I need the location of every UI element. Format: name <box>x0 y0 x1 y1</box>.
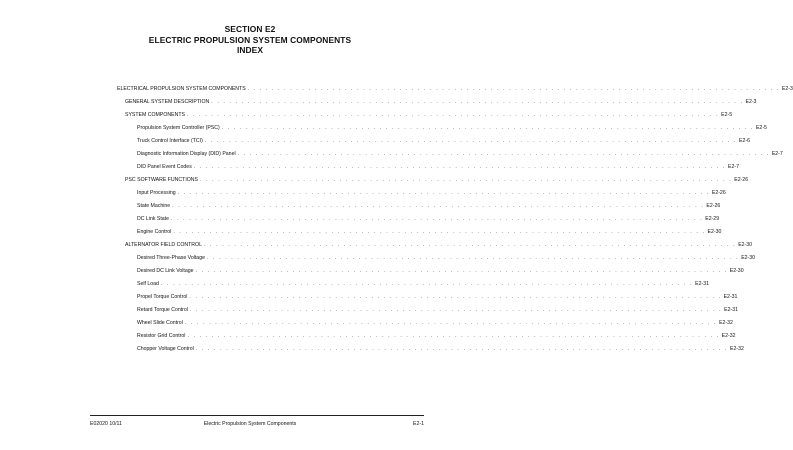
toc-entry-page: E2-32 <box>721 333 736 339</box>
toc-entry[interactable] <box>137 203 721 210</box>
toc-dot-leader: . . . . . . . . . . . . . . . . . . . . . . . . . . . . . . . . . . . . . . . . . . . . . . . . . . . . . . . . . . . . . . . . . . . . . . . . . . . . . . . . . . . . . . . . <box>189 294 722 300</box>
toc-entry-page: E2-30 <box>738 242 753 248</box>
toc-entry-title: Retard Torque Control <box>137 307 188 313</box>
toc-entry[interactable] <box>137 281 709 288</box>
toc-entry-title: Desired Three-Phase Voltage <box>137 255 205 261</box>
toc-entry-title: GENERAL SYSTEM DESCRIPTION <box>125 99 210 105</box>
footer-doc-code: E02020 10/11 <box>90 421 122 427</box>
toc-entry[interactable] <box>137 164 739 171</box>
toc-entry[interactable] <box>125 177 749 184</box>
toc-dot-leader: . . . . . . . . . . . . . . . . . . . . . . . . . . . . . . . . . . . . . . . . . . . . . . . . . . . . . . . . . . . . . . . . . . . . . . . . . . . . . . . . . . . . . . . . <box>206 255 740 261</box>
toc-entry-title: ELECTRICAL PROPULSION SYSTEM COMPONENTS <box>117 86 246 92</box>
toc-entry[interactable] <box>125 112 733 119</box>
toc-entry-title: Wheel Slide Control <box>137 320 183 326</box>
toc-entry[interactable] <box>125 242 753 249</box>
toc-entry-page: E2-7 <box>728 164 739 170</box>
toc-entry-page: E2-31 <box>724 307 739 313</box>
toc-entry-title: Truck Control Interface (TCI) <box>137 138 203 144</box>
toc-entry[interactable] <box>137 307 739 314</box>
toc-entry-title: Chopper Voltage Control <box>137 346 194 352</box>
toc-entry[interactable] <box>137 216 720 223</box>
toc-dot-leader: . . . . . . . . . . . . . . . . . . . . . . . . . . . . . . . . . . . . . . . . . . . . . . . . . . . . . . . . . . . . . . . . . . . . . . . . . . . . . . . . . . . . . . . . <box>211 99 744 105</box>
toc-dot-leader: . . . . . . . . . . . . . . . . . . . . . . . . . . . . . . . . . . . . . . . . . . . . . . . . . . . . . . . . . . . . . . . . . . . . . . . . . . . . . . . . . . . . . . . . <box>221 125 754 131</box>
toc-entry[interactable] <box>137 138 751 145</box>
toc-dot-leader: . . . . . . . . . . . . . . . . . . . . . . . . . . . . . . . . . . . . . . . . . . . . . . . . . . . . . . . . . . . . . . . . . . . . . . . . . . . . . . . . . . . . . . . . <box>247 86 780 92</box>
toc-entry[interactable] <box>125 99 757 106</box>
toc-dot-leader: . . . . . . . . . . . . . . . . . . . . . . . . . . . . . . . . . . . . . . . . . . . . . . . . . . . . . . . . . . . . . . . . . . . . . . . . . . . . . . . . . . . . . . . . <box>189 307 723 313</box>
toc-entry[interactable] <box>137 190 726 197</box>
section-title: ELECTRIC PROPULSION SYSTEM COMPONENTS <box>148 34 352 45</box>
toc-dot-leader: . . . . . . . . . . . . . . . . . . . . . . . . . . . . . . . . . . . . . . . . . . . . . . . . . . . . . . . . . . . . . . . . . . . . . . . . . . . . . . . . . . . . . . . . <box>237 151 770 157</box>
toc-entry-title: SYSTEM COMPONENTS <box>125 112 185 118</box>
index-label: INDEX <box>236 45 264 55</box>
toc-entry[interactable] <box>137 255 756 262</box>
toc-entry-page: E2-3 <box>745 99 757 105</box>
toc-dot-leader: . . . . . . . . . . . . . . . . . . . . . . . . . . . . . . . . . . . . . . . . . . . . . . . . . . . . . . . . . . . . . . . . . . . . . . . . . . . . . . . . . . . . . . . . <box>193 164 727 170</box>
toc-entry-title: Desired DC Link Voltage <box>137 268 194 274</box>
toc-entry-title: Propel Torque Control <box>137 294 188 300</box>
index-header <box>0 24 500 56</box>
toc-entry-title: Self Load <box>137 281 159 287</box>
toc-entry-title: Propulsion System Controller (PSC) <box>137 125 220 131</box>
toc-entry-title: DC Link State <box>137 216 170 222</box>
footer-page-number: E2-1 <box>413 421 424 427</box>
toc-entry-page: E2-7 <box>771 151 783 157</box>
toc-entry-page: E2-26 <box>706 203 721 209</box>
toc-entry-page: E2-29 <box>705 216 720 222</box>
toc-dot-leader: . . . . . . . . . . . . . . . . . . . . . . . . . . . . . . . . . . . . . . . . . . . . . . . . . . . . . . . . . . . . . . . . . . . . . . . . . . . . . . . . . . . . . . . . <box>171 216 704 222</box>
toc-dot-leader: . . . . . . . . . . . . . . . . . . . . . . . . . . . . . . . . . . . . . . . . . . . . . . . . . . . . . . . . . . . . . . . . . . . . . . . . . . . . . . . . . . . . . . . . <box>177 190 710 196</box>
toc-entry[interactable] <box>137 320 733 327</box>
toc-dot-leader: . . . . . . . . . . . . . . . . . . . . . . . . . . . . . . . . . . . . . . . . . . . . . . . . . . . . . . . . . . . . . . . . . . . . . . . . . . . . . . . . . . . . . . . . <box>195 268 728 274</box>
toc-entry[interactable] <box>137 294 738 301</box>
toc-entry-page: E2-31 <box>695 281 709 287</box>
toc-dot-leader: . . . . . . . . . . . . . . . . . . . . . . . . . . . . . . . . . . . . . . . . . . . . . . . . . . . . . . . . . . . . . . . . . . . . . . . . . . . . . . . . . . . . . . . . <box>187 333 720 339</box>
footer-divider <box>90 415 424 416</box>
toc-entry[interactable] <box>137 333 736 340</box>
toc-entry-title: ALTERNATOR FIELD CONTROL <box>125 242 202 248</box>
toc-entry[interactable] <box>137 125 767 132</box>
toc-entry-title: Input Processing <box>137 190 176 196</box>
toc-entry-page: E2-6 <box>739 138 751 144</box>
toc-dot-leader: . . . . . . . . . . . . . . . . . . . . . . . . . . . . . . . . . . . . . . . . . . . . . . . . . . . . . . . . . . . . . . . . . . . . . . . . . . . . . . . . . . . . . . . . <box>160 281 694 287</box>
toc-entry-title: Engine Control <box>137 229 172 235</box>
toc-entry-title: DID Panel Event Codes <box>137 164 192 170</box>
toc-dot-leader: . . . . . . . . . . . . . . . . . . . . . . . . . . . . . . . . . . . . . . . . . . . . . . . . . . . . . . . . . . . . . . . . . . . . . . . . . . . . . . . . . . . . . . . . <box>172 203 705 209</box>
toc-entry[interactable] <box>137 151 783 158</box>
toc-entry-page: E2-5 <box>721 112 733 118</box>
footer-section-name: Electric Propulsion System Components <box>203 421 297 427</box>
toc-entry[interactable] <box>117 86 793 93</box>
toc-entry-title: State Machine <box>137 203 171 209</box>
toc-dot-leader: . . . . . . . . . . . . . . . . . . . . . . . . . . . . . . . . . . . . . . . . . . . . . . . . . . . . . . . . . . . . . . . . . . . . . . . . . . . . . . . . . . . . . . . . <box>173 229 706 235</box>
toc-entry-page: E2-30 <box>741 255 756 261</box>
toc-entry-page: E2-31 <box>723 294 738 300</box>
toc-entry-page: E2-32 <box>730 346 744 352</box>
toc-entry-page: E2-30 <box>707 229 722 235</box>
toc-entry-title: PSC SOFTWARE FUNCTIONS <box>125 177 199 183</box>
toc-entry-page: E2-30 <box>729 268 744 274</box>
toc-entry-title: Diagnostic Information Display (DID) Panel <box>137 151 236 157</box>
toc-entry-page: E2-32 <box>719 320 733 326</box>
toc-entry[interactable] <box>137 268 744 275</box>
section-label: SECTION E2 <box>224 24 276 34</box>
toc-dot-leader: . . . . . . . . . . . . . . . . . . . . . . . . . . . . . . . . . . . . . . . . . . . . . . . . . . . . . . . . . . . . . . . . . . . . . . . . . . . . . . . . . . . . . . . . <box>184 320 718 326</box>
toc-entry-page: E2-26 <box>711 190 726 196</box>
toc-dot-leader: . . . . . . . . . . . . . . . . . . . . . . . . . . . . . . . . . . . . . . . . . . . . . . . . . . . . . . . . . . . . . . . . . . . . . . . . . . . . . . . . . . . . . . . . <box>186 112 720 118</box>
toc-dot-leader: . . . . . . . . . . . . . . . . . . . . . . . . . . . . . . . . . . . . . . . . . . . . . . . . . . . . . . . . . . . . . . . . . . . . . . . . . . . . . . . . . . . . . . . . <box>195 346 729 352</box>
toc-entry-page: E2-5 <box>755 125 767 131</box>
toc-entry-page: E2-26 <box>734 177 749 183</box>
toc-entry-page: E2-3 <box>781 86 793 92</box>
toc-dot-leader: . . . . . . . . . . . . . . . . . . . . . . . . . . . . . . . . . . . . . . . . . . . . . . . . . . . . . . . . . . . . . . . . . . . . . . . . . . . . . . . . . . . . . . . . <box>200 177 733 183</box>
toc-dot-leader: . . . . . . . . . . . . . . . . . . . . . . . . . . . . . . . . . . . . . . . . . . . . . . . . . . . . . . . . . . . . . . . . . . . . . . . . . . . . . . . . . . . . . . . . <box>204 138 738 144</box>
toc-entry[interactable] <box>137 229 722 236</box>
toc-dot-leader: . . . . . . . . . . . . . . . . . . . . . . . . . . . . . . . . . . . . . . . . . . . . . . . . . . . . . . . . . . . . . . . . . . . . . . . . . . . . . . . . . . . . . . . . <box>203 242 737 248</box>
toc-entry-title: Resistor Grid Control <box>137 333 186 339</box>
toc-entry[interactable] <box>137 346 744 353</box>
